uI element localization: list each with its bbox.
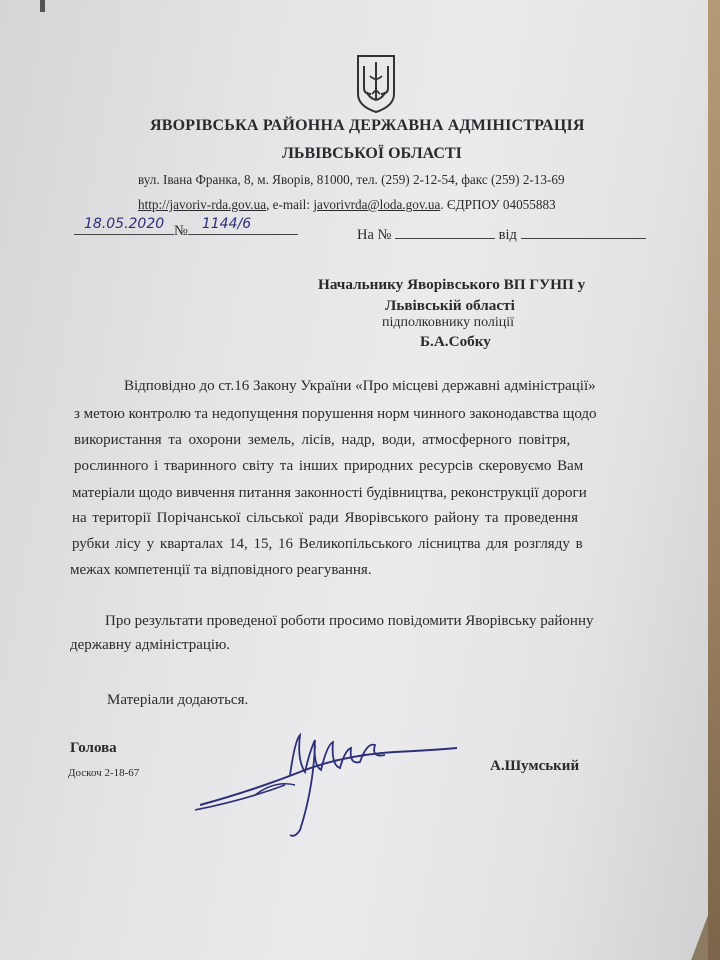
body-line: рубки лісу у кварталах 14, 15, 16 Великопільського лісництва для розгляду в [72, 536, 583, 552]
body-line: Відповідно до ст.16 Закону України «Про місцеві державні адміністрації» [124, 378, 596, 394]
org-title: ЯВОРІВСЬКА РАЙОННА ДЕРЖАВНА АДМІНІСТРАЦІЯ [150, 117, 585, 134]
signer-position: Голова [70, 740, 117, 756]
incoming-date-blank [521, 224, 646, 239]
outgoing-registration [74, 216, 298, 240]
email-link[interactable]: javorivrda@loda.gov.ua [313, 197, 441, 212]
addressee-line: Б.А.Собку [420, 333, 491, 350]
date-field [74, 216, 174, 235]
addressee-line: Начальнику Яворівського ВП ГУНП у [318, 276, 586, 293]
number-handwritten: 1144/6 [201, 216, 252, 232]
body-line: межах компетенції та відповідного реагування. [70, 562, 372, 578]
executor-contact: Доскоч 2-18-67 [68, 767, 140, 779]
incoming-reference [357, 224, 646, 244]
signer-name: А.Шумський [490, 758, 580, 774]
trident-icon [355, 54, 397, 114]
body-line: матеріали щодо вивчення питання законності будівництва, реконструкції дороги [72, 485, 587, 501]
number-field [188, 216, 298, 235]
org-address: вул. Івана Франка, 8, м. Яворів, 81000, тел. (259) 2-12-54, факс (259) 2-13-69 [138, 172, 565, 187]
from-label: від [498, 227, 517, 243]
number-label: № [174, 223, 188, 239]
org-contacts [138, 197, 556, 213]
edrpou-code: . ЄДРПОУ 04055883 [440, 197, 556, 212]
body-line: державну адміністрацію. [70, 637, 231, 653]
addressee-line: підполковнику поліції [382, 315, 515, 330]
addressee-line: Львівській області [385, 297, 515, 314]
email-label: , e-mail: [266, 197, 311, 212]
body-line: на території Порічанської сільської ради Яворівського району та проведення [72, 510, 578, 526]
attachments-note: Матеріали додаються. [107, 692, 249, 708]
staple [40, 0, 45, 12]
incoming-label: На № [357, 227, 392, 243]
signature-image [195, 730, 460, 840]
body-line: з метою контролю та недопущення порушення норм чинного законодавства щодо [74, 406, 597, 422]
background-wood [708, 0, 720, 960]
org-region: ЛЬВІВСЬКОЇ ОБЛАСТІ [282, 145, 462, 162]
body-line: рослинного і тваринного світу та інших природних ресурсів скеровуємо Вам [74, 458, 584, 474]
date-handwritten: 18.05.2020 [84, 216, 165, 232]
incoming-number-blank [395, 224, 495, 239]
body-line: використання та охорони земель, лісів, надр, води, атмосферного повітря, [74, 432, 571, 448]
body-line: Про результати проведеної роботи просимо повідомити Яворівську районну [105, 613, 594, 629]
website-link[interactable]: http://javoriv-rda.gov.ua [138, 197, 267, 212]
